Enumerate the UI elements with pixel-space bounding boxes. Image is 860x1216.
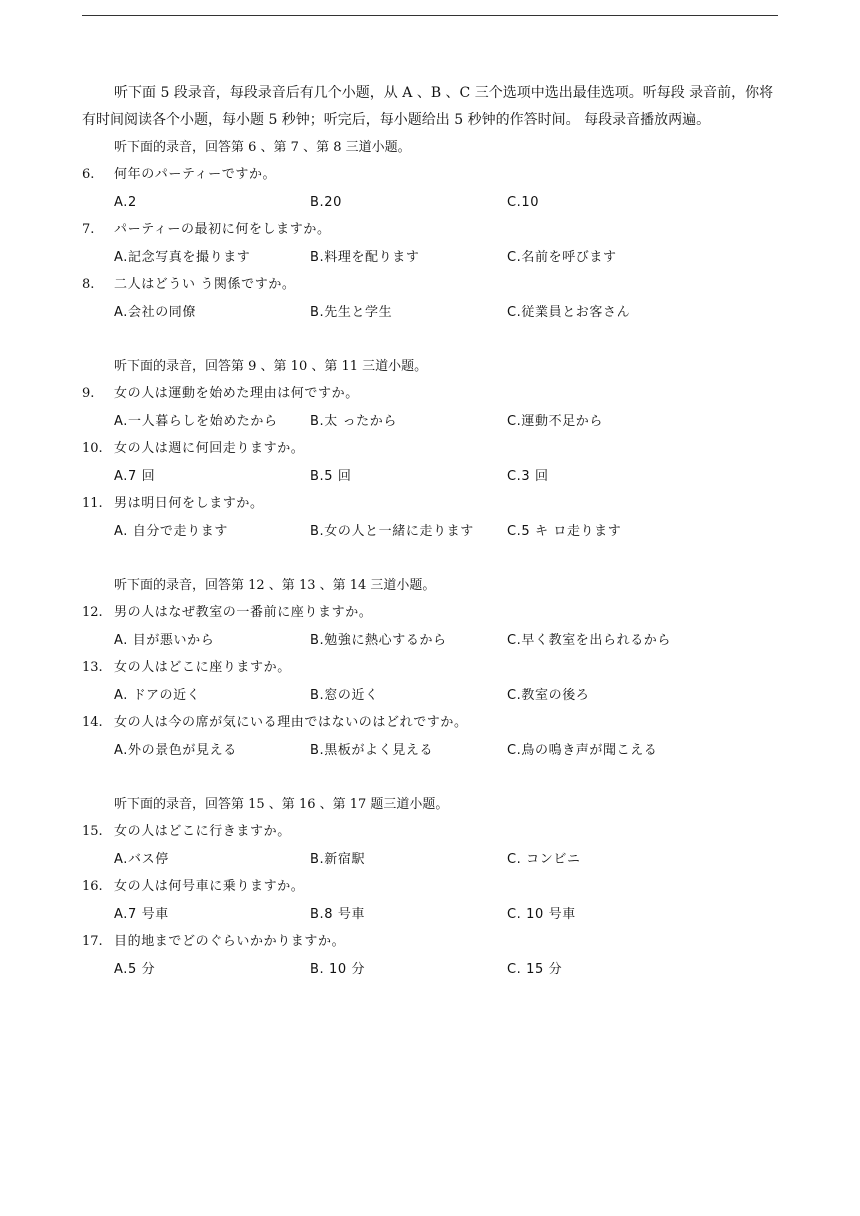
option-a[interactable]: A. 自分で走ります [114,523,228,539]
question-number: 14. [82,715,103,730]
option-a[interactable]: A.5 分 [114,961,156,977]
answer-options [82,189,778,217]
question-row [82,490,778,518]
option-b[interactable]: B.勉強に熱心するから [310,632,447,648]
option-b[interactable]: B.5 回 [310,468,352,484]
question-number: 17. [82,934,103,949]
answer-options [82,463,778,491]
section-intro: 听下面的录音，回答第 6 、第 7 、第 8 三道小题。 [114,140,411,155]
question-number: 10. [82,441,103,456]
option-a[interactable]: A.一人暮らしを始めたから [114,413,278,429]
answer-options [82,682,778,710]
question-section [82,353,778,545]
option-a[interactable]: A.記念写真を撮ります [114,249,251,265]
question-number: 9. [82,386,95,401]
instructions-paragraph: 听下面 5 段录音，每段录音后有几个小题，从 A 、B 、C 三个选项中选出最佳选项。听每段 录音前，你将有时间阅读各个小题，每小题 5 秒钟；听完后，每小题给出 5 秒钟的作答时间。 每段录音播放两遍。 [82,85,774,128]
question-number: 12. [82,605,103,620]
question-number: 7. [82,222,95,237]
question-text: 男は明日何をしますか。 [114,496,264,511]
option-c[interactable]: C. 10 号車 [507,906,576,922]
option-c[interactable]: C.5 キ ロ走ります [507,523,622,539]
question-row [82,216,778,244]
option-a[interactable]: A.外の景色が見える [114,742,237,758]
listening-section [82,80,778,983]
question-row [82,654,778,682]
answer-options [82,846,778,874]
question-row [82,599,778,627]
section-spacer [82,764,778,791]
option-b[interactable]: B. 10 分 [310,961,366,977]
option-a[interactable]: A. 目が悪いから [114,632,215,648]
answer-options [82,627,778,655]
section-spacer [82,545,778,572]
question-number: 13. [82,660,103,675]
option-b[interactable]: B.黒板がよく見える [310,742,434,758]
answer-options [82,244,778,272]
option-a[interactable]: A.2 [114,194,137,210]
option-c[interactable]: C.鳥の鳴き声が聞こえる [507,742,658,758]
question-text: 女の人は週に何回走りますか。 [114,441,305,456]
question-number: 15. [82,824,103,839]
option-c[interactable]: C.従業員とお客さん [507,304,631,320]
question-row [82,818,778,846]
question-text: 二人はどうい う関係ですか。 [114,277,296,292]
option-b[interactable]: B.8 号車 [310,906,366,922]
header-rule [82,15,778,16]
question-row [82,709,778,737]
option-b[interactable]: B.女の人と一緒に走ります [310,523,474,539]
question-row [82,161,778,189]
answer-options [82,956,778,984]
question-section [82,134,778,326]
question-section [82,791,778,983]
question-text: 男の人はなぜ教室の一番前に座りますか。 [114,605,373,620]
option-a[interactable]: A. ドアの近く [114,687,201,703]
question-number: 6. [82,167,95,182]
option-a[interactable]: A.7 回 [114,468,156,484]
question-row [82,873,778,901]
answer-options [82,901,778,929]
option-c[interactable]: C.運動不足から [507,413,604,429]
question-number: 8. [82,277,95,292]
question-text: 女の人はどこに行きますか。 [114,824,291,839]
option-b[interactable]: B.先生と学生 [310,304,393,320]
question-sections [82,134,778,983]
answer-options [82,518,778,546]
option-c[interactable]: C. コンビニ [507,851,581,867]
question-row [82,380,778,408]
question-number: 11. [82,496,103,511]
question-text: 女の人は何号車に乗りますか。 [114,879,305,894]
question-text: 女の人は今の席が気にいる理由ではないのはどれですか。 [114,715,468,730]
question-section [82,572,778,764]
section-spacer [82,326,778,353]
answer-options [82,737,778,765]
question-text: 目的地までどのぐらいかかりますか。 [114,934,346,949]
question-row [82,928,778,956]
section-intro: 听下面的录音，回答第 15 、第 16 、第 17 题三道小题。 [114,797,449,812]
section-intro: 听下面的录音，回答第 12 、第 13 、第 14 三道小题。 [114,578,436,593]
option-c[interactable]: C. 15 分 [507,961,563,977]
option-b[interactable]: B.新宿駅 [310,851,366,867]
question-number: 16. [82,879,103,894]
option-b[interactable]: B.太 ったから [310,413,397,429]
option-a[interactable]: A.バス停 [114,851,169,867]
question-text: 女の人は運動を始めた理由は何ですか。 [114,386,359,401]
section-intro: 听下面的录音，回答第 9 、第 10 、第 11 三道小题。 [114,359,428,374]
answer-options [82,408,778,436]
option-c[interactable]: C.3 回 [507,468,549,484]
question-row [82,271,778,299]
question-text: パーティーの最初に何をしますか。 [114,222,331,237]
option-b[interactable]: B.20 [310,194,342,210]
option-b[interactable]: B.窓の近く [310,687,379,703]
option-c[interactable]: C.早く教室を出られるから [507,632,672,648]
question-text: 何年のパーティーですか。 [114,167,277,182]
option-c[interactable]: C.名前を呼びます [507,249,617,265]
option-b[interactable]: B.料理を配ります [310,249,420,265]
option-a[interactable]: A.会社の同僚 [114,304,196,320]
option-c[interactable]: C.10 [507,194,540,210]
question-text: 女の人はどこに座りますか。 [114,660,291,675]
option-a[interactable]: A.7 号車 [114,906,169,922]
answer-options [82,299,778,327]
option-c[interactable]: C.教室の後ろ [507,687,590,703]
question-row [82,435,778,463]
